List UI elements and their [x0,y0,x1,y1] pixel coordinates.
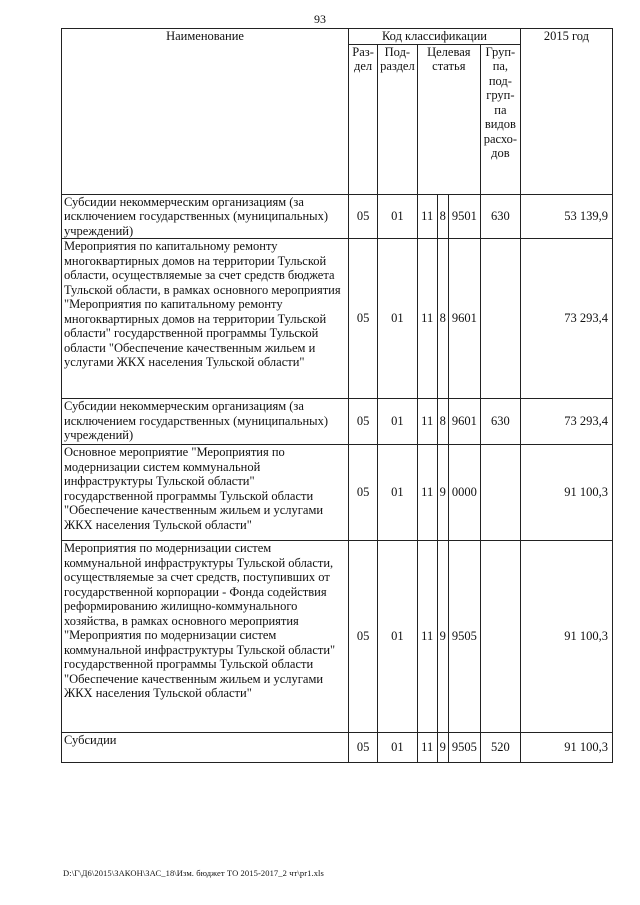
row-name: Основное мероприятие "Мероприятия по модернизации систем коммунальной инфраструктуры Тульской области" государственной программы Тульской области "Обеспечение качественным жильем и услугами ЖКХ населения Тульской области" [62,445,349,541]
row-expense-group [480,445,520,541]
row-name: Субсидии некоммерческим организациям (за исключением государственных (муниципальных) учреждений) [62,194,349,239]
table-row [62,399,613,445]
table-row [62,239,613,399]
row-name: Мероприятия по капитальному ремонту многоквартирных домов на территории Тульской области, осуществляемые за счет средств бюджета Тульской области, в рамках основного мероприятия "Мероприятия по капитальному ремонту многоквартирных домов на территории Тульской области" государственной программы Тульской области "Обеспечение качественным жильем и услугами ЖКХ населения Тульской области" [62,239,349,399]
row-razdel: 05 [349,733,378,763]
row-podrazdel: 01 [378,194,418,239]
row-amount: 73 293,4 [520,239,612,399]
budget-table [61,28,613,763]
row-name: Субсидии [62,733,349,763]
row-name: Субсидии некоммерческим организациям (за исключением государственных (муниципальных) учреждений) [62,399,349,445]
row-podrazdel: 01 [378,445,418,541]
row-target-program: 11 [417,194,437,239]
row-razdel: 05 [349,541,378,733]
row-target-program: 11 [417,399,437,445]
row-target-subprogram: 8 [437,194,448,239]
row-target-code: 9601 [448,239,480,399]
table-row [62,194,613,239]
row-target-program: 11 [417,445,437,541]
row-amount: 91 100,3 [520,445,612,541]
row-target-code: 9501 [448,194,480,239]
table-row [62,733,613,763]
row-target-code: 9505 [448,733,480,763]
row-amount: 91 100,3 [520,541,612,733]
row-razdel: 05 [349,239,378,399]
row-target-program: 11 [417,733,437,763]
row-amount: 73 293,4 [520,399,612,445]
table-body [62,194,613,763]
row-razdel: 05 [349,194,378,239]
row-target-subprogram: 9 [437,541,448,733]
row-target-code: 9601 [448,399,480,445]
row-expense-group [480,541,520,733]
row-amount: 91 100,3 [520,733,612,763]
header-code-group: Код классификации [349,29,521,45]
header-target: Целевая статья [417,44,480,194]
header-year: 2015 год [520,29,612,195]
row-name: Мероприятия по модернизации систем коммунальной инфраструктуры Тульской области, осуществляемые за счет средств, поступивших от государственной корпорации - Фонда содействия реформированию жилищно-коммунального хозяйства, в рамках основного мероприятия "Мероприятия по модернизации систем коммунальной инфраструктуры Тульской области" государственной программы Тульской области "Обеспечение качественным жильем и услугами ЖКХ населения Тульской области" [62,541,349,733]
row-expense-group: 630 [480,194,520,239]
row-target-program: 11 [417,541,437,733]
row-razdel: 05 [349,399,378,445]
row-podrazdel: 01 [378,399,418,445]
row-podrazdel: 01 [378,541,418,733]
row-podrazdel: 01 [378,733,418,763]
row-target-subprogram: 8 [437,399,448,445]
page-number: 93 [314,12,326,26]
row-amount: 53 139,9 [520,194,612,239]
header-group: Груп- па, под- груп- па видов расхо- дов [480,44,520,194]
header-razdel: Раз- дел [349,44,378,194]
row-expense-group: 520 [480,733,520,763]
row-target-code: 0000 [448,445,480,541]
row-target-subprogram: 8 [437,239,448,399]
file-path-footer: D:\Г\Д6\2015\ЗАКОН\ЗАС_18\Изм. бюджет ТО 2015-2017_2 чт\pr1.xls [63,868,324,878]
row-expense-group [480,239,520,399]
header-podrazdel: Под- раздел [378,44,418,194]
row-target-subprogram: 9 [437,733,448,763]
header-name: Наименование [62,29,349,195]
row-target-code: 9505 [448,541,480,733]
row-expense-group: 630 [480,399,520,445]
row-target-subprogram: 9 [437,445,448,541]
row-podrazdel: 01 [378,239,418,399]
table-row [62,445,613,541]
row-razdel: 05 [349,445,378,541]
table-row [62,541,613,733]
row-target-program: 11 [417,239,437,399]
